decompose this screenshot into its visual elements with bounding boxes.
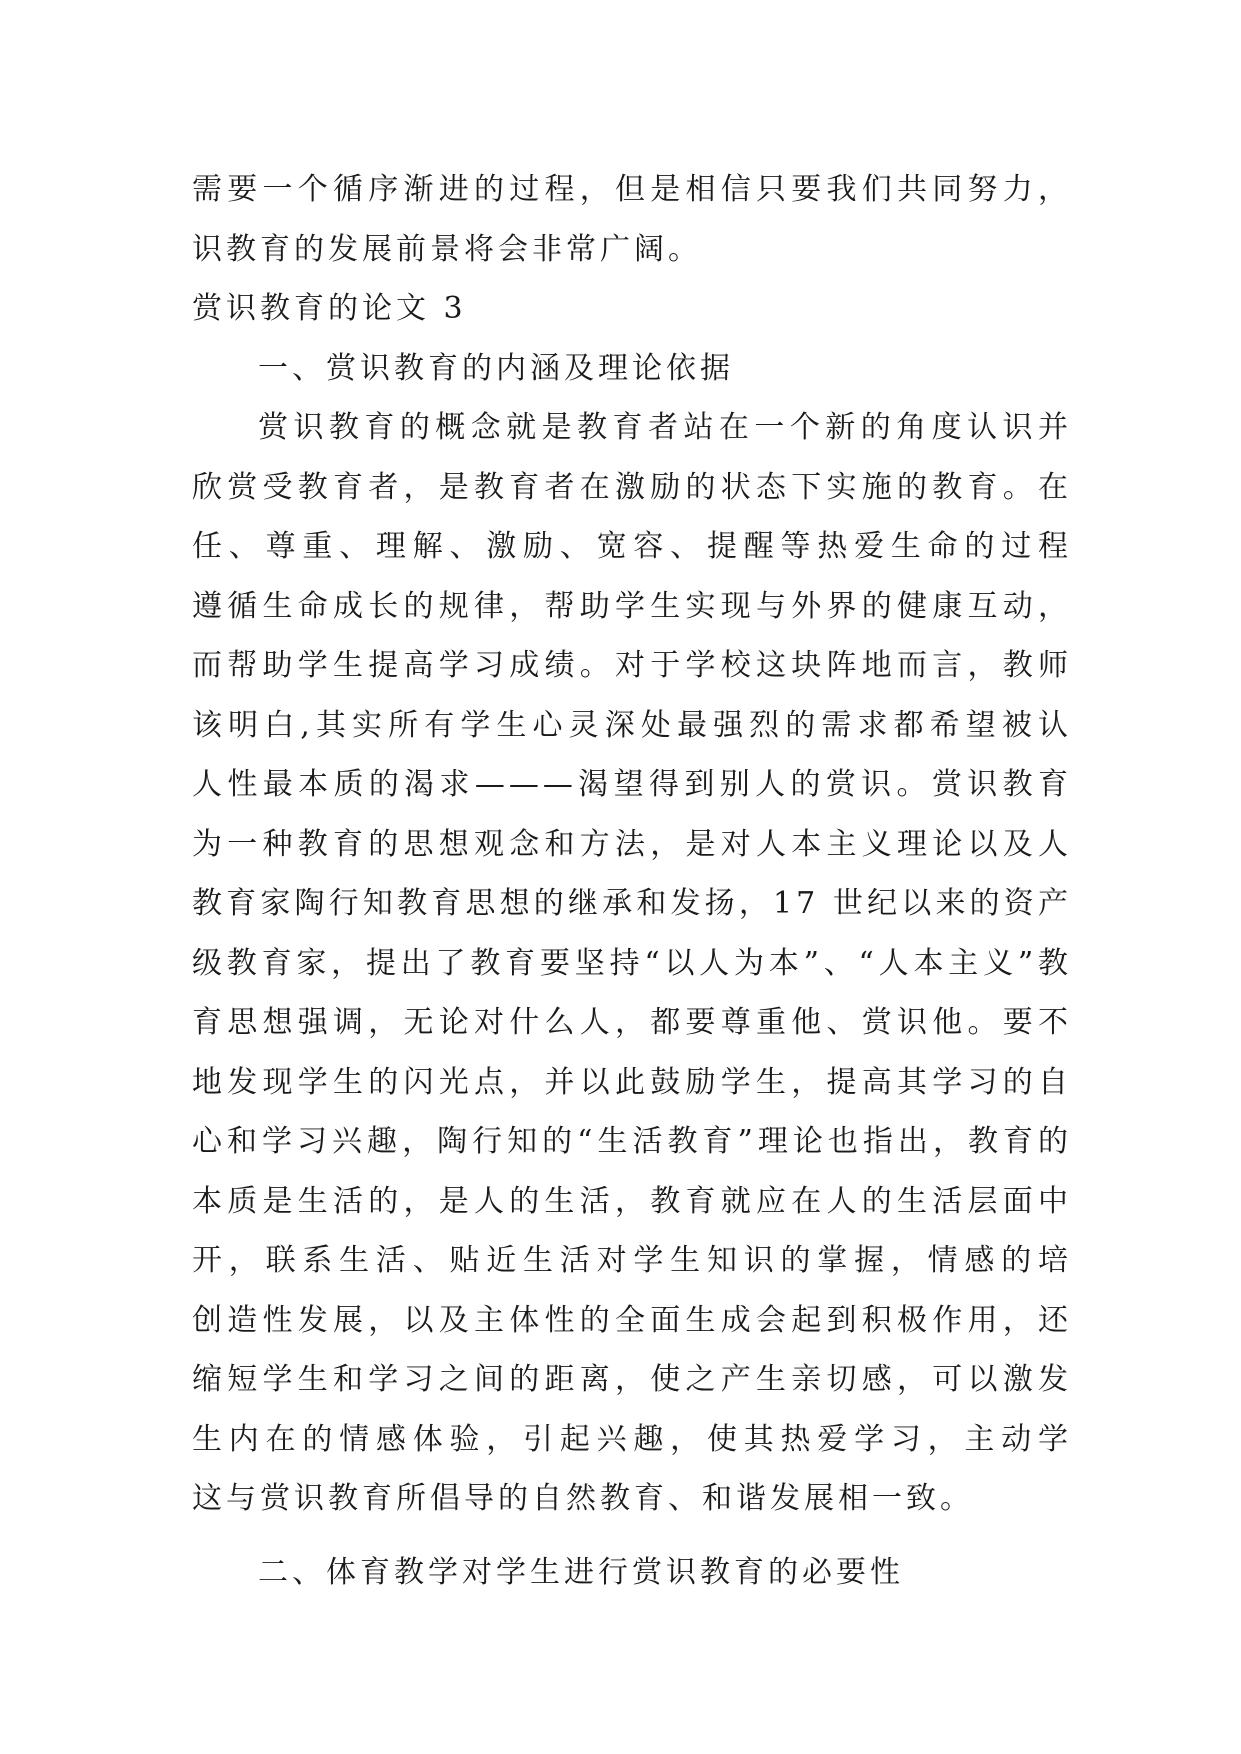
text-line: 赏识教育的概念就是教育者站在一个新的角度认识并	[258, 410, 1072, 445]
text-line: 需要一个循序渐进的过程，但是相信只要我们共同努力，	[192, 172, 1072, 207]
section-heading: 二、体育教学对学生进行赏识教育的必要性	[258, 1554, 904, 1590]
text-line: 该明白,其实所有学生心灵深处最强烈的需求都希望被认	[192, 707, 1072, 743]
text-line: 地发现学生的闪光点，并以此鼓励学生，提高其学习的自	[192, 1064, 1072, 1100]
text-line: 育思想强调，无论对什么人，都要尊重他、赏识他。要不	[192, 1005, 1072, 1040]
text-line: 人性最本质的渴求———渴望得到别人的赏识。赏识教育	[192, 767, 1072, 802]
text-line: 这与赏识教育所倡导的自然教育、和谐发展相一致。	[192, 1481, 974, 1516]
text-line: 本质是生活的，是人的生活，教育就应在人的生活层面中	[192, 1183, 1072, 1219]
text-line: 缩短学生和学习之间的距离，使之产生亲切感，可以激发	[192, 1362, 1072, 1397]
text-line: 而帮助学生提高学习成绩。对于学校这块阵地而言，教师	[192, 648, 1072, 683]
text-line: 识教育的发展前景将会非常广阔。	[192, 231, 702, 267]
document-body	[192, 160, 1072, 1602]
text-line: 任、尊重、理解、激励、宽容、提醒等热爱生命的过程	[192, 529, 1072, 564]
section-heading: 一、赏识教育的内涵及理论依据	[258, 350, 734, 386]
text-line: 开，联系生活、贴近生活对学生知识的掌握，情感的培	[192, 1243, 1072, 1278]
text-line: 为一种教育的思想观念和方法，是对人本主义理论以及人	[192, 826, 1072, 862]
text-line: 遵循生命成长的规律，帮助学生实现与外界的健康互动，	[192, 588, 1072, 624]
text-line: 心和学习兴趣，陶行知的“生活教育”理论也指出，教育的	[192, 1124, 1072, 1159]
text-line: 欣赏受教育者，是教育者在激励的状态下实施的教育。在	[192, 469, 1072, 505]
text-line: 生内在的情感体验，引起兴趣，使其热爱学习，主动学	[192, 1421, 1072, 1457]
text-line: 教育家陶行知教育思想的继承和发扬，17 世纪以来的资产	[192, 886, 1072, 921]
article-title: 赏识教育的论文 3	[192, 291, 467, 326]
section-spacer	[192, 1529, 1072, 1543]
text-line: 级教育家，提出了教育要坚持“以人为本”、“人本主义”教	[192, 945, 1072, 981]
text-line: 创造性发展，以及主体性的全面生成会起到积极作用，还	[192, 1302, 1072, 1338]
